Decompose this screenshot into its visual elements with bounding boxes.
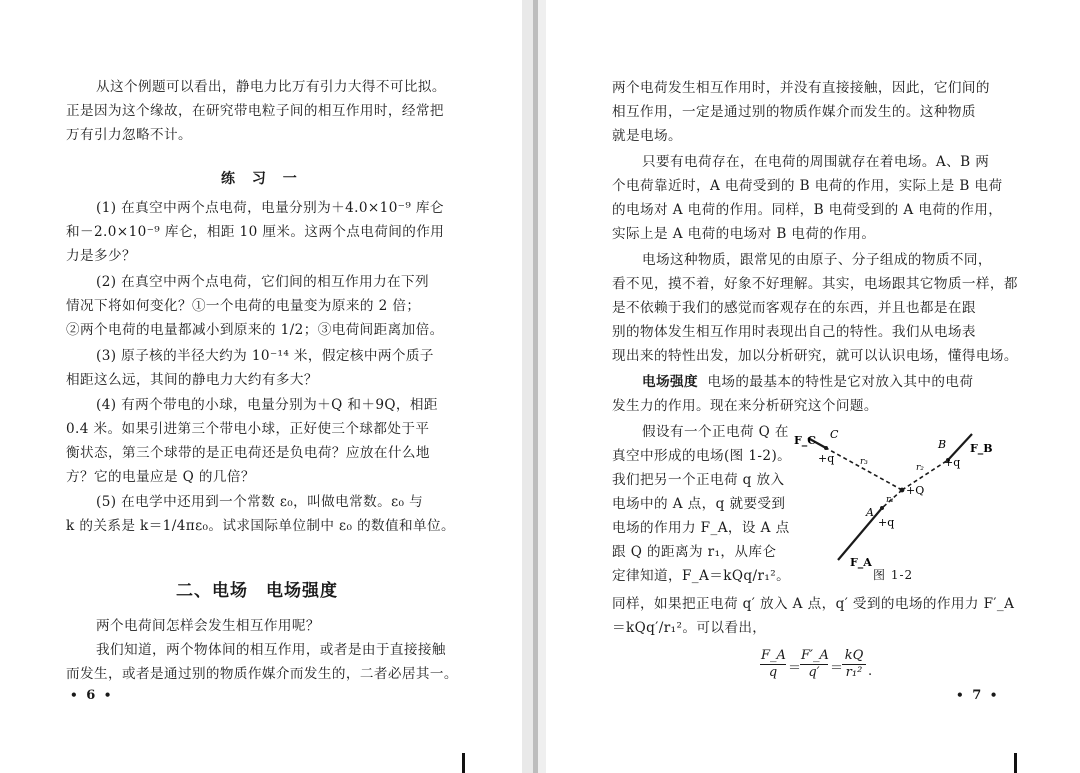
paragraph-line: 现出来的特性出发，加以分析研究，就可以认识电场，懂得电场。	[612, 348, 1018, 364]
fraction-fa-prime-q-prime	[800, 648, 828, 681]
wrapped-line: 假设有一个正电荷 Q 在	[642, 424, 789, 440]
equals-sign: ＝	[788, 661, 802, 676]
wrapped-line: 我们把另一个正电荷 q 放入	[612, 472, 785, 488]
label-q-source: +Q	[906, 484, 925, 497]
figure-caption: 图 1-2	[873, 568, 914, 582]
r3-dashed-line	[826, 448, 902, 490]
figure-1-2	[790, 420, 1000, 590]
label-fa: F_A	[850, 556, 872, 569]
wrapped-line: 电场的作用力 F_A，设 A 点	[612, 520, 790, 536]
paragraph-line: 的电场对 A 电荷的作用。同样，B 电荷受到的 A 电荷的作用，	[612, 202, 1003, 218]
page-6	[0, 0, 522, 773]
force-a-line	[838, 508, 882, 560]
wrapped-line: 定律知道，F_A＝kQq/r₁²。	[612, 568, 791, 584]
page-number-value: 7	[972, 688, 984, 703]
paragraph-line: 是不依赖于我们的感觉而客观存在的东西，并且也都是在跟	[612, 300, 976, 316]
exercise-line: ②两个电荷的电量都减小到原来的 1/2；③电荷间距离加倍。	[66, 322, 444, 338]
exercise-line: 相距这么远，其间的静电力大约有多大？	[66, 372, 318, 388]
paragraph-line: 别的物体发生相互作用时表现出自己的特性。我们从电场表	[612, 324, 976, 340]
exercise-line: 衡状态，第三个球带的是正电荷还是负电荷？应放在什么地	[66, 445, 430, 461]
paragraph-line: 相互作用，一定是通过别的物质作媒介而发生的。这种物质	[612, 104, 976, 120]
intro-line: 万有引力忽略不计。	[66, 127, 192, 143]
wrapped-line: 电场中的 A 点，q 就要受到	[612, 496, 786, 512]
page-gutter	[538, 0, 546, 773]
intro-line: 从这个例题可以看出，静电力比万有引力大得不可比拟。	[96, 79, 446, 95]
fraction-kq-r1sq	[842, 648, 866, 681]
label-fb: F_B	[970, 442, 993, 455]
fraction-denominator: r₁²	[845, 665, 863, 680]
exercise-line: (3) 原子核的半径大约为 10⁻¹⁴ 米，假定核中两个质子	[96, 348, 434, 364]
field-strength-text: 电场的最基本的特性是它对放入其中的电荷	[707, 374, 974, 390]
scan-mark	[462, 753, 465, 773]
section-title: 二、电场 电场强度	[176, 581, 338, 601]
fraction-denominator: q′	[808, 665, 820, 680]
paragraph-line: 两个电荷发生相互作用时，并没有直接接触，因此，它们间的	[612, 80, 990, 96]
paragraph-line: 就是电场。	[612, 128, 682, 144]
point-a-dot	[880, 506, 884, 510]
paragraph-line: 个电荷靠近时，A 电荷受到的 B 电荷的作用，实际上是 B 电荷	[612, 178, 1003, 194]
field-strength-line	[642, 370, 973, 394]
label-r1: r₁	[886, 495, 894, 505]
exercise-line: 和－2.0×10⁻⁹ 库仑，相距 10 厘米。这两个点电荷间的作用	[66, 224, 445, 240]
paragraph-line: 看不见，摸不着，好象不好理解。其实，电场跟其它物质一样，都	[612, 276, 1018, 292]
exercise-line: (5) 在电学中还用到一个常数 ε₀，叫做电常数。ε₀ 与	[96, 494, 424, 510]
exercise-line: 方？它的电量应是 Q 的几倍？	[66, 469, 255, 485]
fraction-numerator: kQ	[842, 648, 866, 665]
page-number-value: 6	[86, 688, 98, 703]
wrapped-line: 跟 Q 的距离为 r₁，从库仑	[612, 544, 777, 560]
exercise-title: 练 习 一	[221, 171, 303, 187]
after-line: 同样，如果把正电荷 q′ 放入 A 点，q′ 受到的电场的作用力 F′_A	[612, 596, 1015, 612]
fraction-fa-q	[760, 648, 786, 681]
equals-sign: ＝	[830, 661, 844, 676]
label-b: B	[938, 438, 947, 451]
wrapped-line: 真空中形成的电场(图 1-2)。	[612, 448, 792, 464]
page-number: • 7 •	[956, 688, 1000, 703]
label-a: A	[866, 506, 874, 519]
page-number: • 6 •	[70, 688, 114, 703]
label-qb: +q	[944, 456, 961, 469]
fraction-numerator: F′_A	[801, 648, 829, 663]
paragraph-line: 电场这种物质，跟常见的由原子、分子组成的物质不同，	[642, 252, 992, 268]
charge-q-dot	[900, 488, 905, 493]
paragraph-line: 实际上是 A 电荷的电场对 B 电荷的作用。	[612, 226, 876, 242]
exercise-line: (2) 在真空中两个点电荷，它们间的相互作用力在下列	[96, 274, 430, 290]
after-line: ＝kQq′/r₁²。可以看出，	[612, 620, 767, 636]
field-strength-term: 电场强度	[642, 374, 698, 390]
intro-line: 正是因为这个缘故，在研究带电粒子间的相互作用时，经常把	[66, 103, 444, 119]
label-c: C	[830, 428, 839, 441]
section-line: 我们知道，两个物体间的相互作用，或者是由于直接接触	[96, 642, 446, 658]
section-line: 两个电荷间怎样会发生相互作用呢？	[96, 618, 320, 634]
label-qc: +q	[818, 452, 835, 465]
label-fc: F_C	[794, 434, 817, 447]
label-r2: r₂	[916, 463, 924, 473]
label-qa: +q	[878, 516, 895, 529]
exercise-line: (1) 在真空中两个点电荷，电量分别为＋4.0×10⁻⁹ 库仑	[96, 200, 444, 216]
fraction-denominator: q	[768, 665, 778, 680]
paragraph-line: 只要有电荷存在，在电荷的周围就存在着电场。A、B 两	[642, 154, 990, 170]
fraction-numerator: F_A	[761, 648, 786, 663]
point-c-dot	[824, 446, 828, 450]
formula-period: .	[868, 664, 873, 679]
exercise-line: 力是多少？	[66, 248, 136, 264]
exercise-line: 情况下将如何变化？①一个电荷的电量变为原来的 2 倍；	[66, 298, 421, 314]
section-line: 而发生，或者是通过别的物质作媒介而发生的，二者必居其一。	[66, 666, 458, 682]
field-strength-line: 发生力的作用。现在来分析研究这个问题。	[612, 398, 878, 414]
exercise-line: 0.4 米。如果引进第三个带电小球，正好使三个球都处于平	[66, 421, 430, 437]
scan-mark	[1014, 753, 1017, 773]
exercise-line: (4) 有两个带电的小球，电量分别为＋Q 和＋9Q，相距	[96, 397, 438, 413]
label-r3: r₃	[860, 457, 868, 467]
exercise-line: k 的关系是 k＝1/4πε₀。试求国际单位制中 ε₀ 的数值和单位。	[66, 518, 456, 534]
